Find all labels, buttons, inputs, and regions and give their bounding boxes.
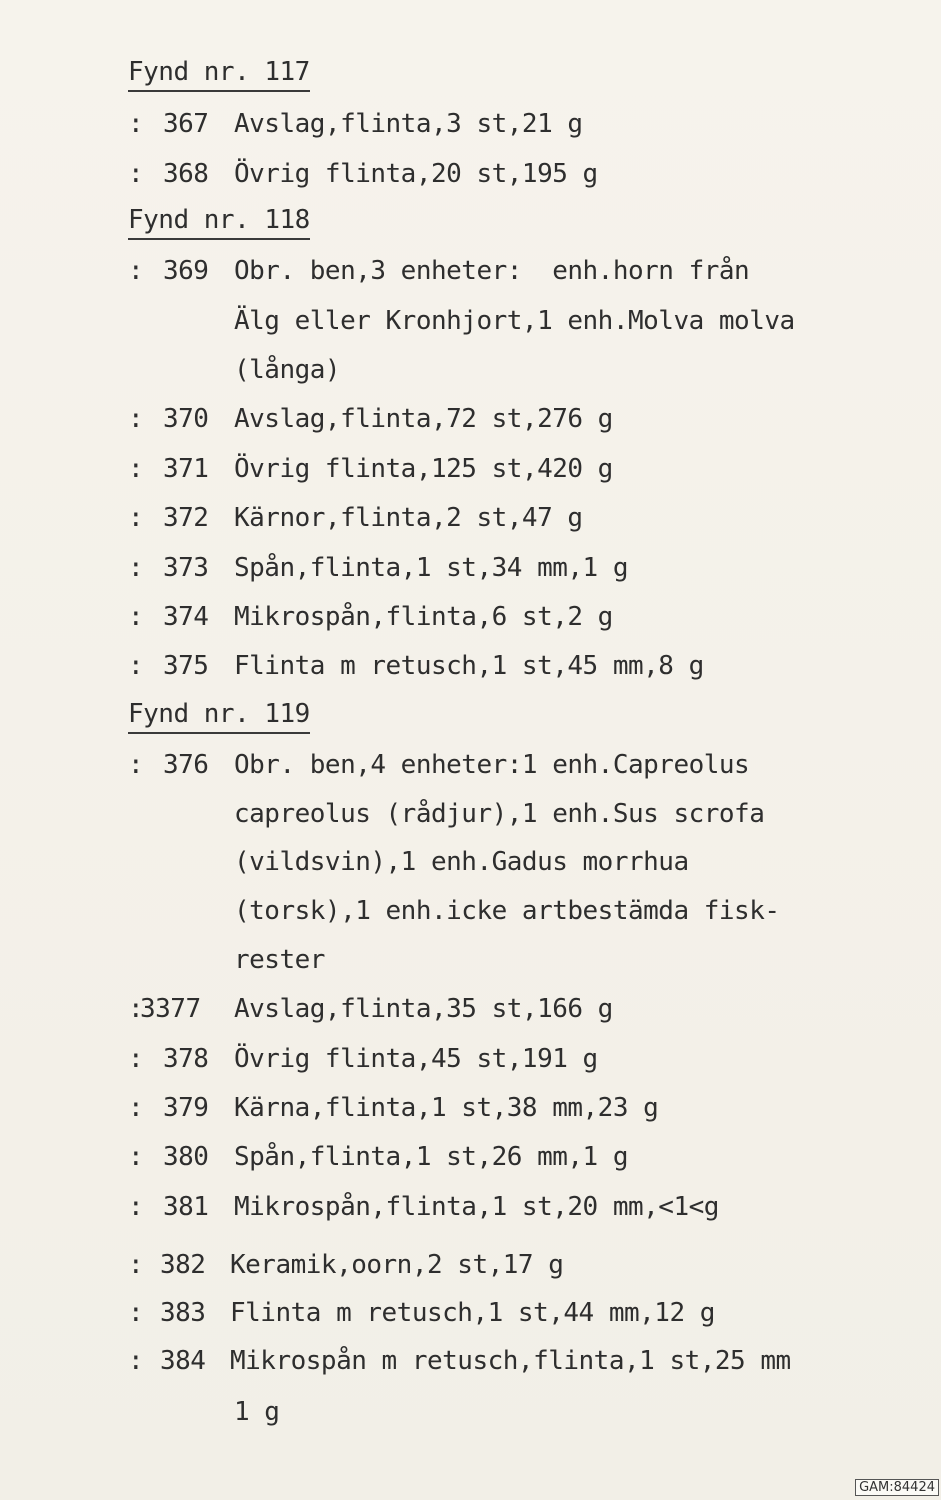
entry-colon: : xyxy=(128,1192,144,1222)
entry-number: 378 xyxy=(163,1044,209,1074)
entry-colon: : xyxy=(128,750,144,780)
entry-text: Obr. ben,3 enheter: enh.horn från xyxy=(234,256,750,286)
find-heading: Fynd nr. 118 xyxy=(128,204,310,240)
entry-text: Obr. ben,4 enheter:1 enh.Capreolus xyxy=(234,750,750,780)
entry-colon: : xyxy=(128,256,144,286)
entry-colon: : xyxy=(128,994,144,1024)
entry-colon: : xyxy=(128,159,144,189)
entry-colon: : xyxy=(128,1298,144,1328)
entry-number: 379 xyxy=(163,1093,209,1123)
entry-text: (torsk),1 enh.icke artbestämda fisk- xyxy=(234,896,780,926)
entry-number: 370 xyxy=(163,404,209,434)
entry-colon: : xyxy=(128,553,144,583)
entry-colon: : xyxy=(128,503,144,533)
entry-number: 382 xyxy=(160,1250,206,1280)
entry-text: Kärnor,flinta,2 st,47 g xyxy=(234,503,583,533)
entry-colon: : xyxy=(128,454,144,484)
entry-text: Flinta m retusch,1 st,45 mm,8 g xyxy=(234,651,704,681)
entry-colon: : xyxy=(128,404,144,434)
entry-text: Mikrospån m retusch,flinta,1 st,25 mm xyxy=(230,1346,791,1376)
entry-colon: : xyxy=(128,1093,144,1123)
entry-text: Avslag,flinta,3 st,21 g xyxy=(234,109,583,139)
entry-text: Övrig flinta,20 st,195 g xyxy=(234,159,598,189)
entry-text: capreolus (rådjur),1 enh.Sus scrofa xyxy=(234,799,765,829)
archive-id-stamp: GAM:84424 xyxy=(855,1479,939,1496)
entry-number: 376 xyxy=(163,750,209,780)
entry-text: Övrig flinta,125 st,420 g xyxy=(234,454,613,484)
entry-number: 375 xyxy=(163,651,209,681)
entry-colon: : xyxy=(128,1044,144,1074)
entry-text: rester xyxy=(234,945,325,975)
entry-number: 381 xyxy=(163,1192,209,1222)
entry-text: Älg eller Kronhjort,1 enh.Molva molva xyxy=(234,306,795,336)
entry-text: Spån,flinta,1 st,34 mm,1 g xyxy=(234,553,628,583)
entry-text: (vildsvin),1 enh.Gadus morrhua xyxy=(234,847,689,877)
entry-number: 380 xyxy=(163,1142,209,1172)
entry-number: 369 xyxy=(163,256,209,286)
entry-number: 372 xyxy=(163,503,209,533)
entry-number: 3377 xyxy=(140,994,201,1024)
entry-number: 368 xyxy=(163,159,209,189)
entry-text: (långa) xyxy=(234,355,341,385)
entry-colon: : xyxy=(128,651,144,681)
find-heading: Fynd nr. 117 xyxy=(128,56,310,92)
entry-number: 374 xyxy=(163,602,209,632)
entry-text: Spån,flinta,1 st,26 mm,1 g xyxy=(234,1142,628,1172)
entry-number: 367 xyxy=(163,109,209,139)
entry-text: Mikrospån,flinta,6 st,2 g xyxy=(234,602,613,632)
entry-colon: : xyxy=(128,602,144,632)
entry-number: 384 xyxy=(160,1346,206,1376)
entry-text: Flinta m retusch,1 st,44 mm,12 g xyxy=(230,1298,715,1328)
entry-colon: : xyxy=(128,1250,144,1280)
entry-colon: : xyxy=(128,109,144,139)
find-heading: Fynd nr. 119 xyxy=(128,698,310,734)
entry-number: 373 xyxy=(163,553,209,583)
entry-text: Avslag,flinta,72 st,276 g xyxy=(234,404,613,434)
entry-text: Keramik,oorn,2 st,17 g xyxy=(230,1250,564,1280)
entry-text: Mikrospån,flinta,1 st,20 mm,<1<g xyxy=(234,1192,719,1222)
entry-text: Avslag,flinta,35 st,166 g xyxy=(234,994,613,1024)
entry-text: Kärna,flinta,1 st,38 mm,23 g xyxy=(234,1093,659,1123)
entry-colon: : xyxy=(128,1346,144,1376)
entry-text: 1 g xyxy=(234,1397,280,1427)
entry-number: 371 xyxy=(163,454,209,484)
entry-colon: : xyxy=(128,1142,144,1172)
entry-number: 383 xyxy=(160,1298,206,1328)
entry-text: Övrig flinta,45 st,191 g xyxy=(234,1044,598,1074)
